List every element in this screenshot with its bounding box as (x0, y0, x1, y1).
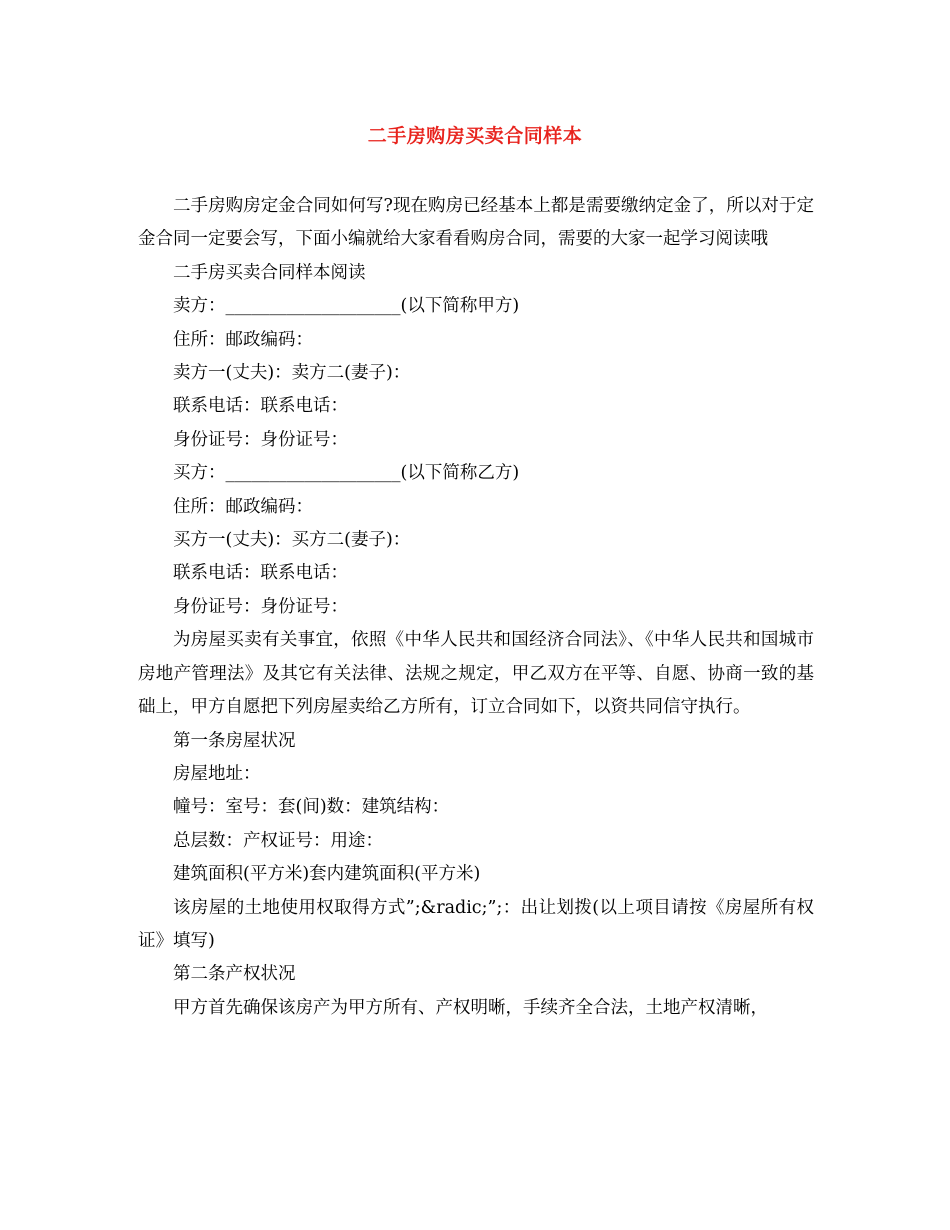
seller-id-line: 身份证号：身份证号： (173, 429, 348, 450)
seller-phone-line: 联系电话：联系电话： (173, 396, 348, 417)
buyer-line: 买方：____________________(以下简称乙方) (173, 463, 520, 484)
buyer-id-line: 身份证号：身份证号： (173, 596, 348, 617)
paragraph-preamble: 为房屋买卖有关事宜，依照《中华人民共和国经济合同法》、《中华人民共和国城市房地产管理法》及其它有关法律、法规之规定，甲乙双方在平等、自愿、协商一致的基础上，甲方自愿把下列房屋卖给乙方所有，订立合同如下，以资共同信守执行。 (138, 630, 814, 718)
seller-line: 卖方：____________________(以下简称甲方) (173, 296, 520, 317)
property-rights-paragraph: 甲方首先确保该房产为甲方所有、产权明晰，手续齐全合法，土地产权清晰， (173, 997, 768, 1018)
buyer-spouses-line: 买方一(丈夫)：买方二(妻子)： (173, 530, 411, 551)
seller-address-line: 住所：邮政编码： (173, 329, 313, 350)
house-address-line: 房屋地址： (173, 763, 261, 784)
land-use-line: 该房屋的土地使用权取得方式”;&radic;”;：出让划拨(以上项目请按《房屋所有权证》填写) (138, 897, 814, 951)
buyer-phone-line: 联系电话：联系电话： (173, 563, 348, 584)
document-title: 二手房购房买卖合同样本 (367, 125, 583, 147)
article-1-heading: 第一条房屋状况 (173, 730, 296, 751)
article-2-heading: 第二条产权状况 (173, 964, 296, 985)
house-area-line: 建筑面积(平方米)套内建筑面积(平方米) (173, 864, 481, 885)
paragraph-intro: 二手房购房定金合同如何写?现在购房已经基本上都是需要缴纳定金了，所以对于定金合同一定要会写，下面小编就给大家看看购房合同，需要的大家一起学习阅读哦 (138, 196, 814, 250)
buyer-address-line: 住所：邮政编码： (173, 496, 313, 517)
house-unit-line: 幢号：室号：套(间)数：建筑结构： (173, 797, 450, 818)
paragraph-heading: 二手房买卖合同样本阅读 (173, 262, 366, 283)
house-floors-line: 总层数：产权证号：用途： (173, 830, 383, 851)
seller-spouses-line: 卖方一(丈夫)：卖方二(妻子)： (173, 363, 411, 384)
document-body (138, 190, 814, 1025)
